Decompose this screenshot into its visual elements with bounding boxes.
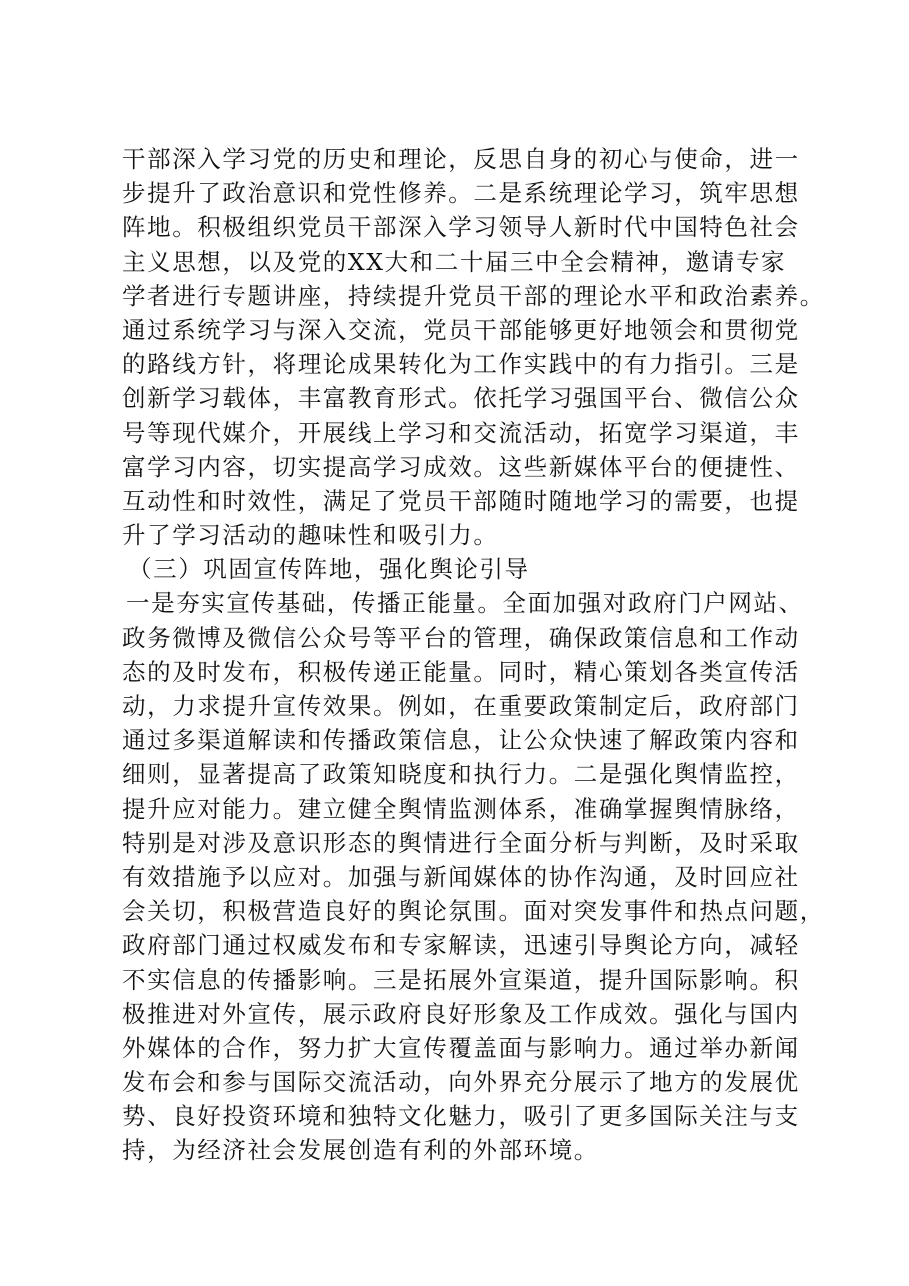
text-line: 的路线方针，将理论成果转化为工作实践中的有力指引。三是 [122, 350, 800, 379]
text-line: 通过系统学习与深入交流，党员干部能够更好地领会和贯彻党 [122, 315, 800, 344]
text-line: 学者进行专题讲座，持续提升党员干部的理论水平和政治素养。 [122, 281, 825, 310]
text-line: 极推进对外宣传，展示政府良好形象及工作成效。强化与国内 [122, 999, 800, 1028]
text-line: 特别是对涉及意识形态的舆情进行全面分析与判断，及时采取 [122, 828, 800, 857]
document-body [122, 142, 825, 1168]
text-line: 政府部门通过权威发布和专家解读，迅速引导舆论方向，减轻 [122, 931, 800, 960]
section-heading: （三）巩固宣传阵地，强化舆论引导 [128, 555, 530, 584]
text-line: 主义思想，以及党的XX大和二十届三中全会精神，邀请专家 [122, 247, 787, 276]
text-line: 外媒体的合作，努力扩大宣传覆盖面与影响力。通过举办新闻 [122, 1033, 800, 1062]
paragraph-start-line: 一是夯实宣传基础，传播正能量。全面加强对政府门户网站、 [126, 589, 804, 618]
text-line: 政务微博及微信公众号等平台的管理，确保政策信息和工作动 [122, 623, 800, 652]
text-line: 互动性和时效性，满足了党员干部随时随地学习的需要，也提 [122, 486, 800, 515]
text-line: 势、良好投资环境和独特文化魅力，吸引了更多国际关注与支 [122, 1102, 800, 1131]
text-line: 干部深入学习党的历史和理论，反思自身的初心与使命，进一 [122, 145, 800, 173]
text-line: 阵地。积极组织党员干部深入学习领导人新时代中国特色社会 [122, 213, 800, 242]
text-line: 号等现代媒介，开展线上学习和交流活动，拓宽学习渠道，丰 [122, 418, 800, 447]
text-line: 提升应对能力。建立健全舆情监测体系，准确掌握舆情脉络， [122, 794, 800, 823]
text-line: 通过多渠道解读和传播政策信息，让公众快速了解政策内容和 [122, 726, 800, 755]
text-line: 持，为经济社会发展创造有利的外部环境。 [122, 1136, 599, 1165]
text-line: 步提升了政治意识和党性修养。二是系统理论学习，筑牢思想 [122, 179, 800, 208]
text-line: 发布会和参与国际交流活动，向外界充分展示了地方的发展优 [122, 1068, 800, 1097]
text-line: 态的及时发布，积极传递正能量。同时，精心策划各类宣传活 [122, 657, 800, 686]
text-line: 细则，显著提高了政策知晓度和执行力。二是强化舆情监控， [122, 760, 800, 789]
text-line: 创新学习载体，丰富教育形式。依托学习强国平台、微信公众 [122, 384, 800, 413]
text-line: 不实信息的传播影响。三是拓展外宣渠道，提升国际影响。积 [122, 965, 800, 994]
text-line: 升了学习活动的趣味性和吸引力。 [122, 521, 499, 550]
text-line: 有效措施予以应对。加强与新闻媒体的协作沟通，及时回应社 [122, 862, 800, 891]
text-line: 会关切，积极营造良好的舆论氛围。面对突发事件和热点问题， [122, 897, 825, 926]
text-line: 富学习内容，切实提高学习成效。这些新媒体平台的便捷性、 [122, 452, 800, 481]
text-line: 动，力求提升宣传效果。例如，在重要政策制定后，政府部门 [122, 692, 800, 720]
